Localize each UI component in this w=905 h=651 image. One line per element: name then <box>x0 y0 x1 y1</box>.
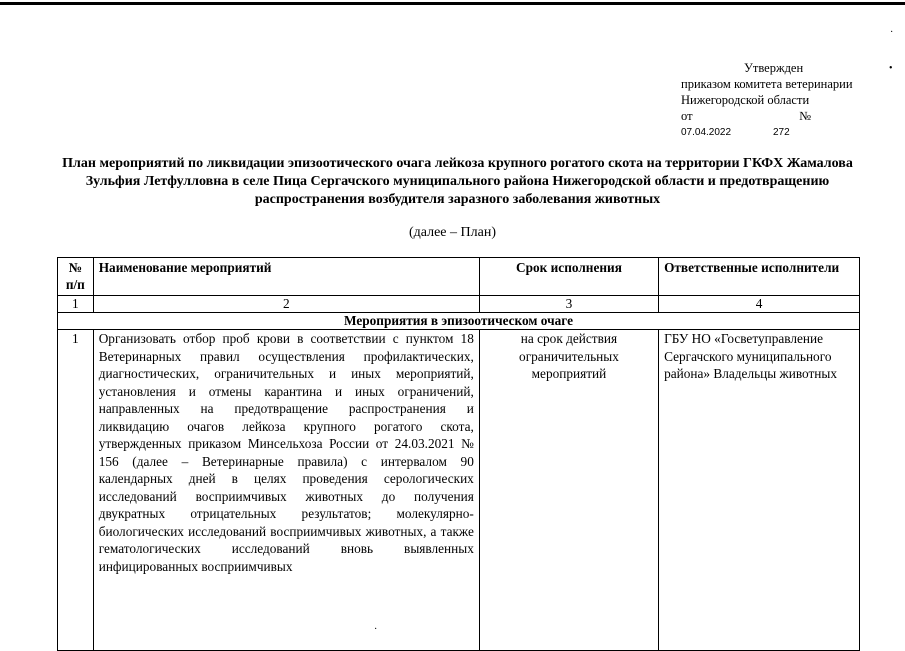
table-header-row <box>58 258 860 296</box>
column-number: 1 <box>58 296 94 313</box>
top-border-line <box>0 2 905 5</box>
scan-speck: · <box>890 27 894 38</box>
section-row <box>58 313 860 330</box>
approval-line-approved: Утвержден <box>744 61 804 75</box>
approval-block <box>681 60 896 141</box>
table-row <box>58 330 860 651</box>
scan-speck: · <box>374 624 378 635</box>
column-number: 3 <box>479 296 658 313</box>
row-number: 1 <box>58 330 94 651</box>
row-activity-text: Организовать отбор проб крови в соответствии с пунктом 18 Ветеринарных правил осуществления профилактических, диагностических, ограничительных и иных мероприятий, установления и отмены карантина и иных ограничений, направленных на предотвращение распространения и ликвидацию очагов лейкоза крупного рогатого скота, утвержденных приказом Минсельхоза России от 24.03.2021 № 156 (далее – Ветеринарные правила) с интервалом 90 календарных дней в целях проведения серологических исследований восприимчивых животных до получения двукратных отрицательных результатов; молекулярно-биологических исследований восприимчивых животных, а также гематологических исследований вновь выявленных инфицированных восприимчивых <box>93 330 479 651</box>
approval-date: 07.04.2022 <box>681 127 732 138</box>
column-number: 2 <box>93 296 479 313</box>
row-executors: ГБУ НО «Госветуправление Сергачского муниципального района» Владельцы животных <box>659 330 860 651</box>
approval-from-row <box>681 108 811 124</box>
approval-number-label: № <box>799 109 811 123</box>
approval-line-order: приказом комитета ветеринарии <box>681 77 853 91</box>
header-number: № п/п <box>58 258 94 296</box>
scan-speck: • <box>889 63 893 74</box>
approval-number: 272 <box>773 127 790 138</box>
row-deadline: на срок действия ограничительных мероприятий <box>479 330 658 651</box>
header-activity-name: Наименование мероприятий <box>93 258 479 296</box>
approval-date-number-row <box>681 125 811 141</box>
column-number: 4 <box>659 296 860 313</box>
approval-line-region: Нижегородской области <box>681 93 810 107</box>
section-title: Мероприятия в эпизоотическом очаге <box>58 313 860 330</box>
document-title: План мероприятий по ликвидации эпизоотического очага лейкоза крупного рогатого скота на территории ГКФХ Жамалова Зульфия Летфулловна в селе Пица Сергачского муниципального района Нижегородской области и предотвращению распространения возбудителя заразного заболевания животных <box>62 156 853 207</box>
plan-table <box>57 257 860 651</box>
approval-from-label: от <box>681 109 693 123</box>
column-number-row <box>58 296 860 313</box>
document-subtitle: (далее – План) <box>408 225 496 240</box>
header-deadline: Срок исполнения <box>479 258 658 296</box>
header-executors: Ответственные исполнители <box>659 258 860 296</box>
